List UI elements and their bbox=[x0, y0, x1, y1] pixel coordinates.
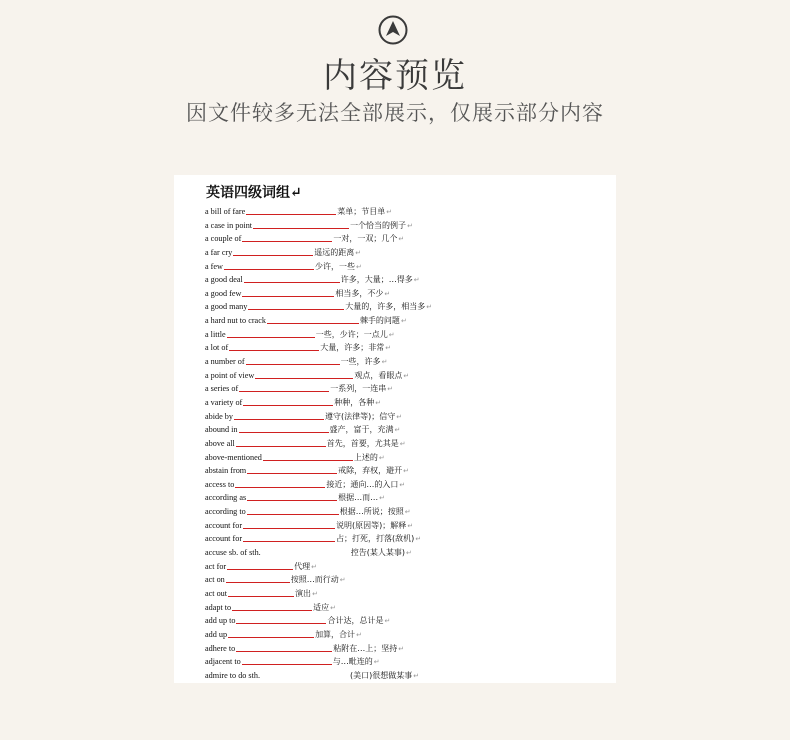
answer-line bbox=[232, 601, 312, 611]
paragraph-mark: ↵ bbox=[400, 317, 407, 326]
paragraph-mark: ↵ bbox=[355, 248, 362, 257]
answer-line bbox=[234, 410, 324, 420]
phrase-definition: 上述的 bbox=[353, 452, 378, 462]
phrase-term: a far cry bbox=[205, 247, 233, 257]
phrase-definition: 一个恰当的例子 bbox=[350, 220, 407, 230]
phrase-definition: 盛产，富于，充满 bbox=[329, 425, 394, 435]
paragraph-mark: ↵ bbox=[375, 398, 382, 407]
phrase-term: above-mentioned bbox=[205, 452, 262, 462]
phrase-definition: 根据…所说；按照 bbox=[339, 507, 404, 517]
answer-line bbox=[228, 587, 294, 597]
phrase-definition: 代理 bbox=[294, 561, 311, 571]
answer-line bbox=[224, 260, 314, 270]
phrase-term: a lot of bbox=[205, 343, 229, 353]
phrase-definition: 菜单；节目单 bbox=[337, 207, 386, 216]
phrase-definition: 加算，合计 bbox=[315, 629, 356, 639]
phrase-definition: 相当多，不少 bbox=[335, 288, 384, 298]
phrase-definition: 合计达，总计是 bbox=[327, 616, 384, 626]
phrase-term: add up to bbox=[205, 616, 236, 626]
phrase-term: account for bbox=[205, 520, 243, 530]
list-item bbox=[205, 246, 605, 260]
phrase-definition: 一对，一双；几个 bbox=[333, 234, 398, 244]
list-item bbox=[205, 655, 605, 669]
answer-line bbox=[242, 655, 332, 665]
list-item bbox=[205, 396, 605, 410]
list-item bbox=[205, 587, 605, 601]
paragraph-mark: ↵ bbox=[399, 480, 406, 489]
list-item bbox=[205, 273, 605, 287]
list-item bbox=[205, 410, 605, 424]
phrase-term: a good few bbox=[205, 288, 242, 298]
phrase-term: abide by bbox=[205, 411, 233, 421]
list-item bbox=[205, 614, 605, 628]
answer-line bbox=[227, 328, 315, 338]
list-item bbox=[205, 546, 605, 560]
paragraph-mark: ↵ bbox=[384, 617, 391, 626]
answer-line bbox=[248, 300, 344, 310]
answer-line bbox=[246, 205, 336, 215]
phrase-definition: 一系列，一连串 bbox=[330, 384, 387, 394]
answer-line bbox=[267, 314, 359, 324]
paragraph-mark: ↵ bbox=[426, 303, 433, 312]
phrase-term: adjacent to bbox=[205, 657, 241, 667]
paragraph-mark: ↵ bbox=[339, 576, 346, 585]
paragraph-mark: ↵ bbox=[413, 671, 420, 680]
list-item bbox=[205, 451, 605, 465]
answer-line bbox=[242, 232, 332, 242]
phrase-term: act on bbox=[205, 575, 225, 585]
phrase-definition: 演出 bbox=[295, 588, 312, 598]
document-preview bbox=[174, 175, 616, 683]
phrase-term: a couple of bbox=[205, 234, 242, 244]
phrase-definition: 戒除，弃权，避开 bbox=[338, 466, 403, 476]
phrase-definition: 粘附在…上；坚持 bbox=[333, 643, 398, 653]
paragraph-mark: ↵ bbox=[413, 276, 420, 285]
header-icon bbox=[378, 15, 408, 45]
answer-line bbox=[243, 519, 335, 529]
phrase-term: a series of bbox=[205, 384, 239, 394]
document-title: 英语四级词组↵ bbox=[206, 185, 302, 201]
list-item bbox=[205, 532, 605, 546]
page-title: 内容预览 bbox=[323, 56, 467, 96]
list-item bbox=[205, 628, 605, 642]
phrase-definition: (美口)很想做某事 bbox=[350, 670, 413, 680]
list-item bbox=[205, 423, 605, 437]
answer-line bbox=[247, 505, 339, 515]
paragraph-mark: ↵ bbox=[404, 508, 411, 517]
paragraph-mark: ↵ bbox=[407, 521, 414, 530]
list-item bbox=[205, 341, 605, 355]
list-item bbox=[205, 437, 605, 451]
answer-line bbox=[247, 464, 337, 474]
answer-line bbox=[227, 560, 293, 570]
paragraph-mark: ↵ bbox=[398, 644, 405, 653]
phrase-term: abstain from bbox=[205, 466, 247, 476]
phrase-definition: 根据…而… bbox=[338, 493, 379, 503]
paragraph-mark: ↵ bbox=[398, 235, 405, 244]
phrase-term: a good many bbox=[205, 302, 248, 312]
phrase-term: adapt to bbox=[205, 602, 232, 612]
list-item bbox=[205, 219, 605, 233]
answer-line bbox=[243, 532, 335, 542]
paragraph-mark: ↵ bbox=[387, 385, 394, 394]
answer-line bbox=[246, 355, 340, 365]
paragraph-mark: ↵ bbox=[388, 330, 395, 339]
paragraph-mark: ↵ bbox=[355, 262, 362, 271]
list-item bbox=[205, 491, 605, 505]
list-item bbox=[205, 300, 605, 314]
phrase-definition: 遵守(法律等)；信守 bbox=[324, 411, 396, 421]
phrase-definition: 适应 bbox=[313, 602, 330, 612]
list-item bbox=[205, 519, 605, 533]
paragraph-mark: ↵ bbox=[379, 494, 386, 503]
phrase-term: account for bbox=[205, 534, 243, 544]
phrase-term: adhere to bbox=[205, 643, 236, 653]
answer-line bbox=[261, 669, 349, 678]
phrase-definition: 按照…而行动 bbox=[290, 575, 339, 585]
list-item bbox=[205, 314, 605, 328]
list-item bbox=[205, 601, 605, 615]
phrase-definition: 接近；通向…的入口 bbox=[326, 479, 399, 489]
answer-line bbox=[235, 478, 325, 488]
answer-line bbox=[236, 437, 326, 447]
paragraph-mark: ↵ bbox=[384, 289, 391, 298]
paragraph-mark: ↵ bbox=[290, 185, 302, 201]
answer-line bbox=[255, 369, 353, 379]
list-item bbox=[205, 287, 605, 301]
phrase-definition: 首先，首要，尤其是 bbox=[326, 438, 399, 448]
phrase-definition: 一些，少许；一点儿 bbox=[315, 329, 388, 339]
list-item bbox=[205, 573, 605, 587]
list-item bbox=[205, 205, 605, 219]
phrase-term: a bill of fare bbox=[205, 207, 246, 216]
answer-line bbox=[236, 642, 332, 652]
phrase-definition: 占；打死，打落(敌机) bbox=[336, 534, 415, 544]
answer-line bbox=[239, 382, 329, 392]
paragraph-mark: ↵ bbox=[394, 426, 401, 435]
phrase-definition: 大量的，许多，相当多 bbox=[345, 302, 426, 312]
phrase-term: a variety of bbox=[205, 397, 243, 407]
phrase-term: a few bbox=[205, 261, 223, 271]
phrase-term: a point of view bbox=[205, 370, 255, 380]
page-subtitle: 因文件较多无法全部展示，仅展示部分内容 bbox=[186, 101, 604, 125]
phrase-definition: 大量，许多；非常 bbox=[320, 343, 385, 353]
paragraph-mark: ↵ bbox=[356, 630, 362, 639]
phrase-definition: 种种，各种 bbox=[334, 397, 375, 407]
phrase-term: a number of bbox=[205, 357, 245, 367]
phrase-definition: 观点，看眼点 bbox=[354, 370, 403, 380]
paragraph-mark: ↵ bbox=[385, 344, 392, 353]
list-item bbox=[205, 260, 605, 274]
paragraph-mark: ↵ bbox=[415, 535, 422, 544]
phrase-list bbox=[205, 205, 605, 682]
list-item bbox=[205, 369, 605, 383]
phrase-term: act for bbox=[205, 561, 227, 571]
paragraph-mark: ↵ bbox=[407, 221, 413, 230]
compass-arrow-icon bbox=[378, 15, 408, 45]
phrase-term: accuse sb. of sth. bbox=[205, 548, 261, 558]
phrase-term: a case in point bbox=[205, 220, 253, 230]
answer-line bbox=[236, 614, 326, 624]
answer-line bbox=[247, 491, 337, 501]
paragraph-mark: ↵ bbox=[330, 603, 337, 612]
phrase-term: a little bbox=[205, 329, 226, 339]
phrase-term: act out bbox=[205, 588, 228, 598]
list-item bbox=[205, 464, 605, 478]
phrase-term: above all bbox=[205, 438, 235, 448]
paragraph-mark: ↵ bbox=[403, 467, 410, 476]
phrase-term: abound in bbox=[205, 425, 238, 435]
answer-line bbox=[228, 628, 314, 638]
paragraph-mark: ↵ bbox=[381, 358, 388, 367]
list-item bbox=[205, 382, 605, 396]
paragraph-mark: ↵ bbox=[405, 549, 412, 558]
phrase-definition: 一些，许多 bbox=[340, 357, 381, 367]
phrase-term: access to bbox=[205, 479, 235, 489]
phrase-definition: 棘手的问题 bbox=[359, 316, 400, 326]
list-item bbox=[205, 560, 605, 574]
phrase-term: admire to do sth. bbox=[205, 670, 261, 680]
phrase-definition: 遥远的距离 bbox=[314, 247, 355, 257]
phrase-definition: 许多，大量；…得多 bbox=[340, 275, 413, 285]
phrase-definition: 少许，一些 bbox=[314, 261, 355, 271]
paragraph-mark: ↵ bbox=[403, 371, 410, 380]
answer-line bbox=[243, 396, 333, 406]
phrase-definition: 控告(某人某事) bbox=[350, 548, 405, 558]
list-item bbox=[205, 232, 605, 246]
paragraph-mark: ↵ bbox=[311, 562, 318, 571]
list-item bbox=[205, 328, 605, 342]
paragraph-mark: ↵ bbox=[396, 412, 403, 421]
answer-line bbox=[229, 341, 319, 351]
list-item bbox=[205, 505, 605, 519]
phrase-term: add up bbox=[205, 629, 228, 639]
phrase-definition: 说明(原因等)；解释 bbox=[336, 520, 407, 530]
list-item bbox=[205, 669, 605, 683]
paragraph-mark: ↵ bbox=[312, 589, 318, 598]
answer-line bbox=[226, 573, 290, 583]
list-item bbox=[205, 642, 605, 656]
paragraph-mark: ↵ bbox=[373, 658, 380, 667]
answer-line bbox=[263, 451, 353, 461]
list-item bbox=[205, 355, 605, 369]
answer-line bbox=[244, 273, 340, 283]
paragraph-mark: ↵ bbox=[399, 439, 406, 448]
answer-line bbox=[242, 287, 334, 297]
paragraph-mark: ↵ bbox=[378, 453, 385, 462]
answer-line bbox=[253, 219, 349, 229]
phrase-definition: 与…毗连的 bbox=[332, 657, 373, 667]
phrase-term: according as bbox=[205, 493, 247, 503]
paragraph-mark: ↵ bbox=[386, 208, 393, 216]
answer-line bbox=[239, 423, 329, 433]
phrase-term: according to bbox=[205, 507, 246, 517]
answer-line bbox=[233, 246, 313, 256]
list-item bbox=[205, 478, 605, 492]
answer-line bbox=[262, 546, 350, 555]
phrase-term: a good deal bbox=[205, 275, 243, 285]
phrase-term: a hard nut to crack bbox=[205, 316, 266, 326]
